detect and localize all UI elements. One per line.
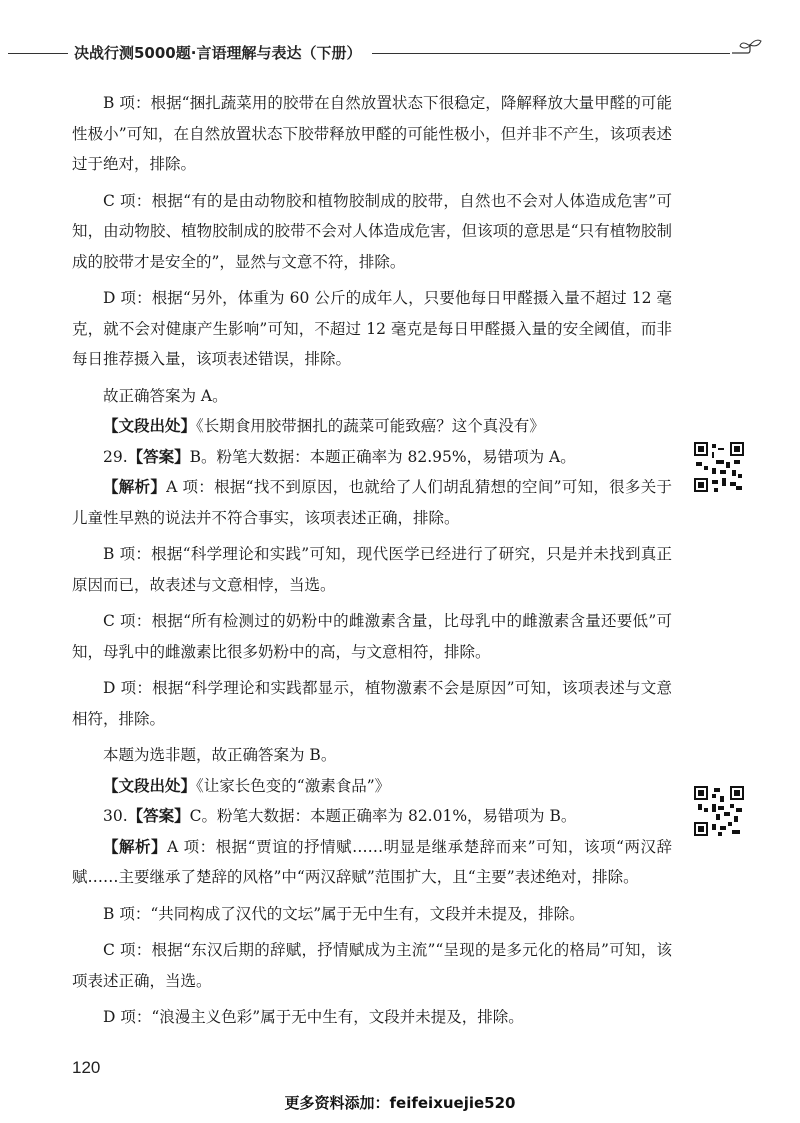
q30-analysis-a-text: A 项：根据“贾谊的抒情赋……明显是继承楚辞而来”可知，该项“两汉辞赋……主要继承了楚辞的风格”中“两汉辞赋”范围扩大，且“主要”表述绝对，排除。 [72,837,672,886]
q29-number: 29. [103,447,128,466]
source-text: 《长期食用胶带捆扎的蔬菜可能致癌？这个真没有》 [196,417,545,435]
answer-conclusion: 故正确答案为 A。 [103,386,228,405]
q29-answer-text: B。粉笔大数据：本题正确率为 82.95%，易错项为 A。 [189,447,576,466]
running-header [0,38,800,68]
footer-handle: feifeixuejie520 [389,1094,516,1112]
analysis-label: 【解析】 [103,477,167,496]
option-d-paragraph: D 项：根据“另外，体重为 60 公斤的成年人，只要他每日甲醛摄入量不超过 12 毫克，就不会对健康产生影响”可知，不超过 12 毫克是每日甲醛摄入量的安全阈值，而非每日推荐摄入量，该项表述错误，排除。 [72,289,672,368]
footer-note [0,1092,800,1113]
page-number: 120 [72,1058,101,1077]
answer-label: 【答案】 [127,806,190,825]
q30-option-d: D 项：“浪漫主义色彩”属于无中生有，文段并未提及，排除。 [103,1008,524,1026]
q29-option-b: B 项：根据“科学理论和实践”可知，现代医学已经进行了研究，只是并未找到真正原因而已，故表述与文意相悖，当选。 [72,545,672,594]
qr-code-icon [694,442,744,492]
option-c-paragraph: C 项：根据“有的是由动物胶和植物胶制成的胶带，自然也不会对人体造成危害”可知，由动物胶、植物胶制成的胶带不会对人体造成危害，但该项的意思是“只有植物胶制成的胶带才是安全的”，显然与文意不符，排除。 [72,191,672,271]
sprout-icon [728,38,764,68]
source-text: 《让家长色变的“激素食品”》 [196,776,391,795]
qr-code-icon [694,786,744,836]
source-label: 【文段出处】 [103,416,197,435]
source-line-29 [72,771,672,802]
header-title: 决战行测5000题·言语理解与表达（下册） [74,44,362,62]
q29-option-c: C 项：根据“所有检测过的奶粉中的雌激素含量，比母乳中的雌激素含量还要低”可知，母乳中的雌激素比很多奶粉中的高，与文意相符，排除。 [72,612,672,661]
option-b-paragraph: B 项：根据“捆扎蔬菜用的胶带在自然放置状态下很稳定，降解释放大量甲醛的可能性极小”可知，在自然放置状态下胶带释放甲醛的可能性极小，但并非不产生，该项表述过于绝对，排除。 [72,94,672,173]
header-rule-right [372,53,730,54]
q30-number: 30. [103,807,128,825]
q30-analysis-a [72,832,672,893]
page-body [72,88,672,1033]
q29-answer-line [72,442,672,473]
header-rule-left [8,53,68,54]
source-line-28 [72,411,672,442]
source-label: 【文段出处】 [103,775,197,795]
q29-analysis-a-text: A 项：根据“找不到原因，也就给了人们胡乱猜想的空间”可知，很多关于儿童性早熟的说法并不符合事实，该项表述正确，排除。 [72,478,672,527]
q30-option-b: B 项：“共同构成了汉代的文坛”属于无中生有，文段并未提及，排除。 [103,904,585,923]
q30-answer-line [72,801,672,832]
q29-conclusion: 本题为选非题，故正确答案为 B。 [103,746,337,764]
q29-analysis-a [72,472,672,533]
answer-label: 【答案】 [127,446,190,466]
analysis-label: 【解析】 [103,836,168,856]
footer-prefix: 更多资料添加： [284,1094,390,1112]
q30-option-c: C 项：根据“东汉后期的辞赋，抒情赋成为主流”“呈现的是多元化的格局”可知，该项表述正确，当选。 [72,941,672,990]
q30-answer-text: C。粉笔大数据：本题正确率为 82.01%，易错项为 B。 [189,807,577,825]
q29-option-d: D 项：根据“科学理论和实践都显示，植物激素不会是原因”可知，该项表述与文意相符，排除。 [72,679,672,728]
